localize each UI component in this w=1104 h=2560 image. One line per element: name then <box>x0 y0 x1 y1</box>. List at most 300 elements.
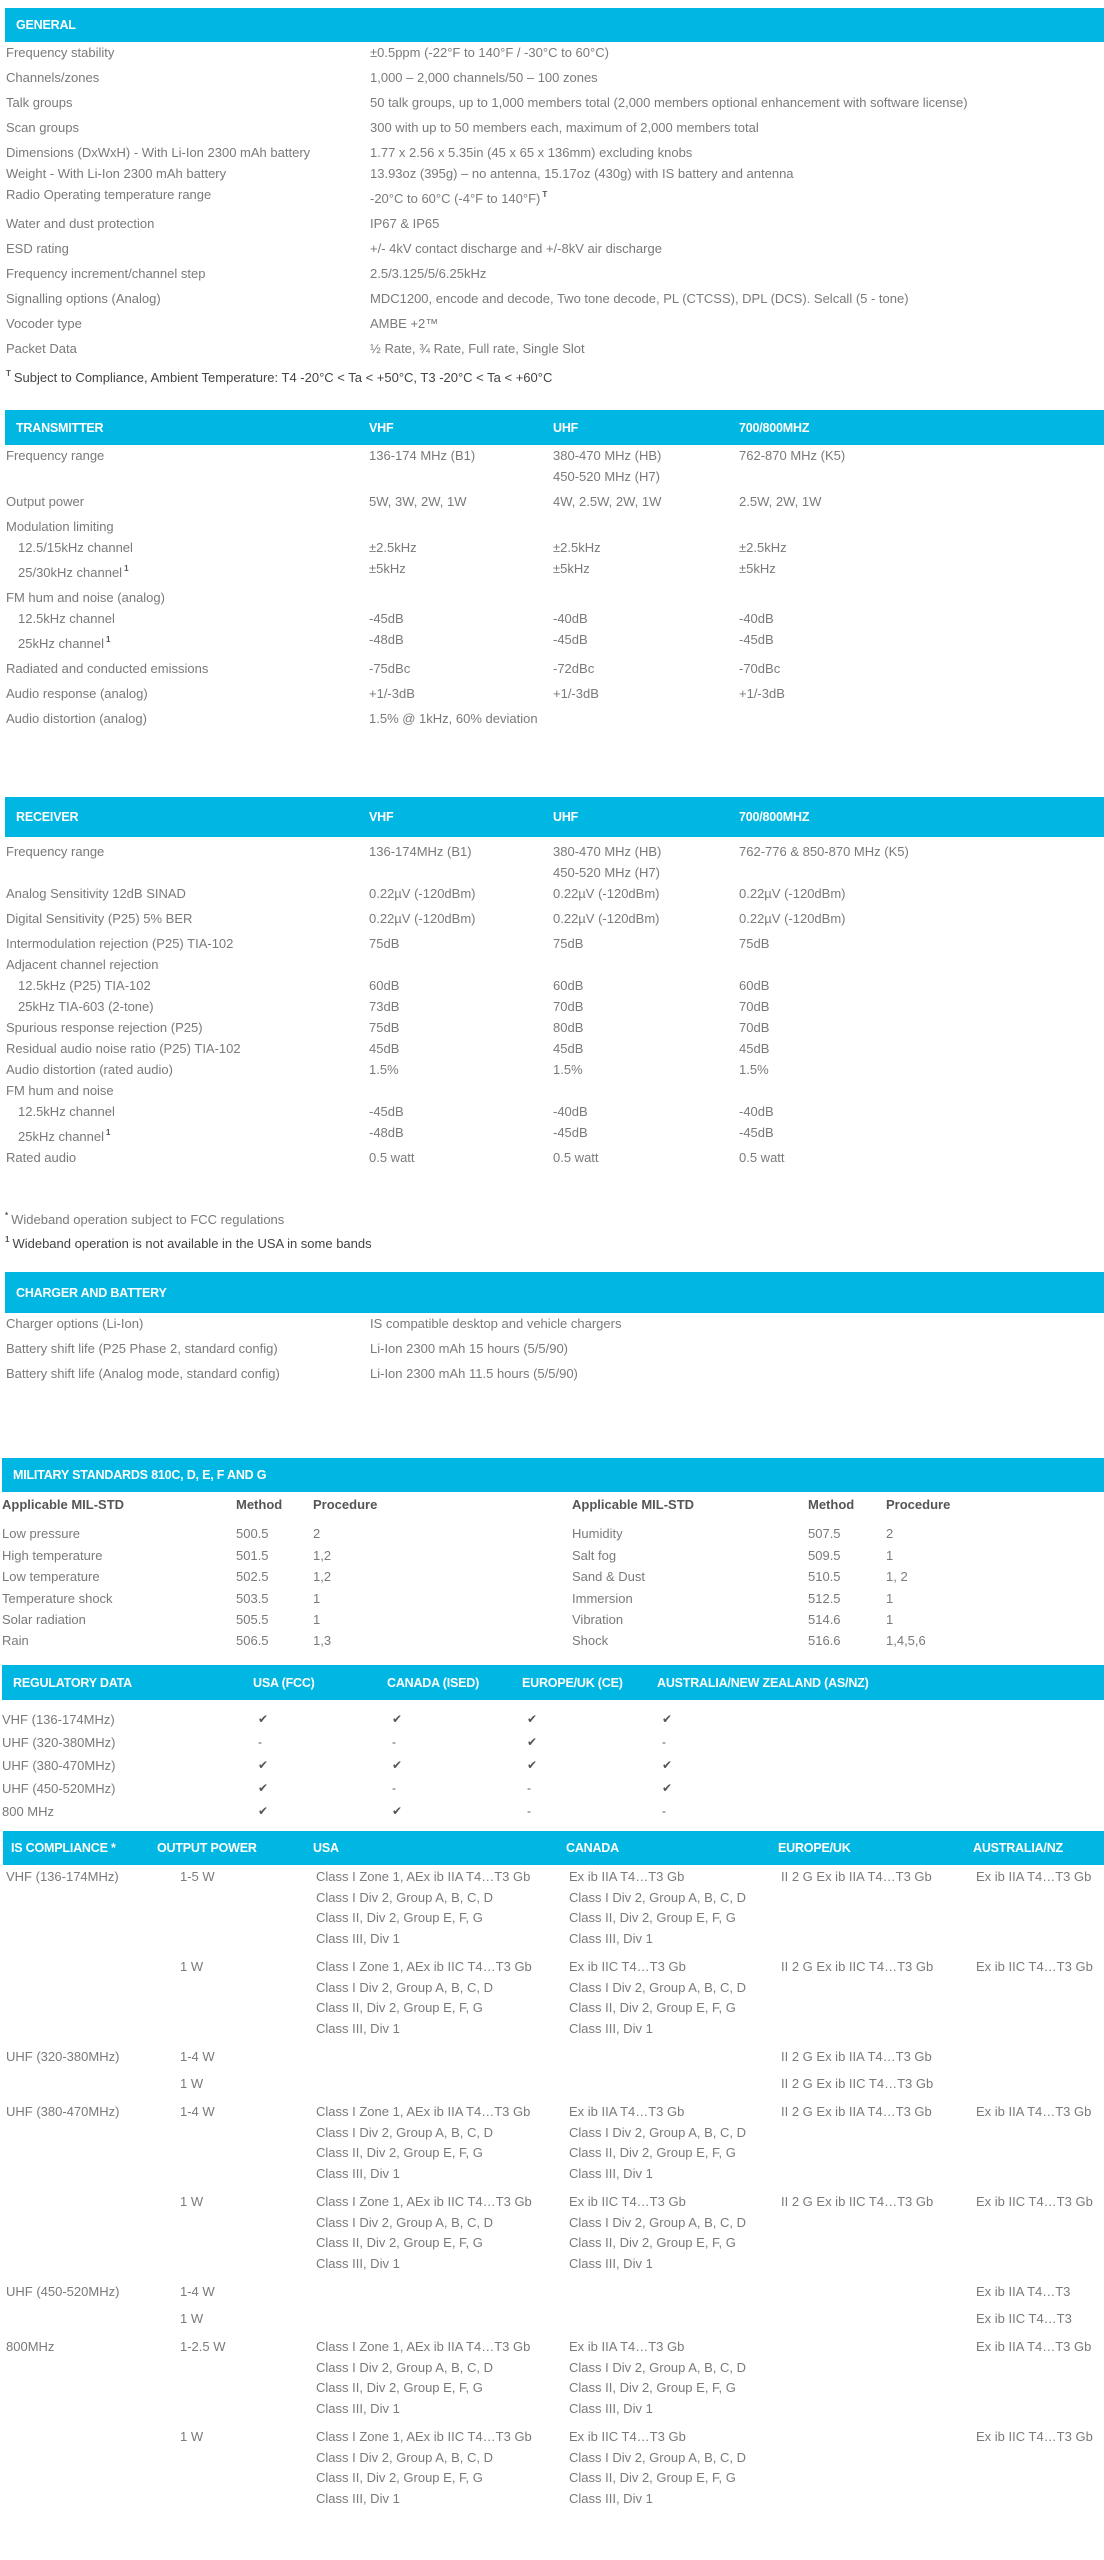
spec-row <box>5 184 1104 209</box>
spec-label <box>5 629 369 654</box>
spec-row <box>5 92 1104 113</box>
spec-value: 70dB <box>739 999 770 1014</box>
output-power: 1 W <box>180 2076 204 2092</box>
europe-rating <box>778 2192 973 2275</box>
spec-label: Digital Sensitivity (P25) 5% BER <box>6 911 193 926</box>
europe-rating-line: II 2 G Ex ib IIC T4…T3 Gb <box>781 1958 934 1974</box>
canada-rating-line: Ex ib IIA T4…T3 Gb <box>569 1869 685 1884</box>
check-icon: ✔ <box>662 1712 673 1726</box>
column-header: USA (FCC) <box>253 1675 315 1690</box>
mil-std-cell: 1,2 <box>313 1547 332 1563</box>
spec-row <box>5 1017 1104 1038</box>
mil-std-cell: 506.5 <box>236 1633 269 1649</box>
usa-rating-line: Class III, Div 1 <box>316 2401 400 2417</box>
usa-rating-line: Class I Zone 1, AEx ib IIC T4…T3 Gb <box>316 1958 532 1974</box>
check-icon: ✔ <box>258 1758 269 1772</box>
charger-battery-section <box>5 1272 1104 1388</box>
spec-value: -45dB <box>553 632 588 647</box>
spec-label-superscript: 1 <box>124 564 129 573</box>
mil-std-cell: 510.5 <box>808 1569 841 1585</box>
usa-rating-line: Class III, Div 1 <box>316 2020 400 2036</box>
mil-std-cell: Rain <box>2 1633 29 1649</box>
spec-label: Vocoder type <box>6 316 82 331</box>
canada-rating <box>566 2427 778 2510</box>
australia-rating <box>973 1957 1104 2040</box>
dash-icon: - <box>662 1735 666 1749</box>
canada-rating-line: Class III, Div 1 <box>569 2490 653 2506</box>
column-header: 700/800MHZ <box>739 420 810 435</box>
usa-rating-line: Class II, Div 2, Group E, F, G <box>316 2380 483 2396</box>
spec-value: -48dB <box>369 1125 404 1140</box>
canada-rating <box>566 2102 778 2185</box>
mil-std-cell: 503.5 <box>236 1590 269 1606</box>
canada-rating <box>566 1957 778 2040</box>
spec-label: Audio distortion (analog) <box>6 711 147 726</box>
spec-value <box>370 184 1104 209</box>
australia-rating-line: Ex ib IIC T4…T3 Gb <box>976 1958 1093 1974</box>
spec-label: 12.5kHz channel <box>18 1104 115 1119</box>
section-header <box>5 1272 1104 1313</box>
dash-icon: - <box>392 1781 396 1795</box>
spec-value: ±0.5ppm (-22°F to 140°F / -30°C to 60°C) <box>370 45 609 60</box>
spec-value: 75dB <box>553 936 584 951</box>
check-icon: ✔ <box>527 1758 538 1772</box>
band-label: VHF (136-174MHz) <box>6 1869 119 1884</box>
spec-value: 0.22µV (-120dBm) <box>739 886 846 901</box>
spec-value: -45dB <box>553 1125 588 1140</box>
regulatory-row <box>2 1800 1104 1823</box>
spec-label: Intermodulation rejection (P25) TIA-102 <box>6 936 234 951</box>
spec-row <box>5 163 1104 184</box>
spec-label: Packet Data <box>6 341 77 356</box>
spec-rows <box>5 1313 1104 1384</box>
spec-value: 1.77 x 2.56 x 5.35in (45 x 65 x 136mm) excluding knobs <box>370 145 693 160</box>
spec-row <box>5 933 1104 954</box>
spec-rows <box>5 42 1104 359</box>
section-header <box>2 1458 1104 1492</box>
spec-value-line: 450-520 MHz (H7) <box>553 469 660 484</box>
output-power: 1-4 W <box>180 2104 215 2120</box>
mil-std-cell: 1, 2 <box>886 1569 908 1585</box>
spec-label: Output power <box>6 494 85 509</box>
canada-rating-line: Ex ib IIC T4…T3 Gb <box>569 2428 686 2444</box>
mil-std-cell: 2 <box>313 1526 321 1542</box>
mil-std-cell: 1,3 <box>313 1633 332 1649</box>
column-header: AUSTRALIA/NEW ZEALAND (AS/NZ) <box>657 1675 869 1690</box>
spec-value: 1.5% <box>553 1062 583 1077</box>
spec-value-superscript: T <box>542 190 548 199</box>
usa-rating-line: Class II, Div 2, Group E, F, G <box>316 1910 483 1926</box>
section-title: REGULATORY DATA <box>13 1675 132 1690</box>
spec-value: 70dB <box>553 999 584 1014</box>
dash-icon: - <box>527 1781 531 1795</box>
mil-std-cell: 507.5 <box>808 1526 841 1542</box>
spec-value: 75dB <box>369 1020 400 1035</box>
regulatory-row <box>2 1754 1104 1777</box>
canada-rating <box>566 2074 778 2095</box>
canada-rating-line: Class II, Div 2, Group E, F, G <box>569 2145 736 2161</box>
spec-label: Scan groups <box>6 120 79 135</box>
spec-label: Battery shift life (P25 Phase 2, standard config) <box>6 1341 278 1356</box>
regulatory-data-section <box>2 1665 1104 1823</box>
australia-rating-line: Ex ib IIC T4…T3 Gb <box>976 2428 1093 2444</box>
mil-std-table <box>2 1494 1104 1652</box>
regulatory-row <box>2 1731 1104 1754</box>
output-power: 1 W <box>180 2193 204 2209</box>
usa-rating <box>313 1957 566 2040</box>
check-icon: ✔ <box>258 1804 269 1818</box>
is-compliance-row <box>3 2337 1104 2420</box>
band-label: UHF (450-520MHz) <box>2 1781 116 1796</box>
mil-std-cell: 516.6 <box>808 1633 841 1649</box>
spec-label: Audio distortion (rated audio) <box>6 1062 173 1077</box>
section-header <box>2 1665 1104 1700</box>
section-title: CHARGER AND BATTERY <box>16 1285 167 1300</box>
is-compliance-row <box>3 1867 1104 1950</box>
spec-value-line: 450-520 MHz (H7) <box>553 865 660 880</box>
spec-value: 5W, 3W, 2W, 1W <box>369 494 467 509</box>
spec-row <box>5 42 1104 63</box>
usa-rating-line: Class I Div 2, Group A, B, C, D <box>316 2449 493 2465</box>
canada-rating <box>566 2337 778 2420</box>
spec-row <box>5 1059 1104 1080</box>
band-label: UHF (320-380MHz) <box>6 2048 120 2064</box>
output-power: 1-2.5 W <box>180 2339 226 2355</box>
canada-rating-line: Class III, Div 1 <box>569 2255 653 2271</box>
spec-value: 0.22µV (-120dBm) <box>553 886 660 901</box>
canada-rating-line: Ex ib IIA T4…T3 Gb <box>569 2104 685 2120</box>
receiver-footnotes <box>5 1206 372 1254</box>
spec-label: Analog Sensitivity 12dB SINAD <box>6 886 186 901</box>
column-header-row <box>2 1494 1104 1515</box>
check-icon: ✔ <box>662 1781 673 1795</box>
spec-value: AMBE +2™ <box>370 316 439 331</box>
band-label <box>3 2309 157 2330</box>
footnote-text: Subject to Compliance, Ambient Temperature: T4 -20°C < Ta < +50°C, T3 -20°C < Ta < +60°C <box>13 370 553 385</box>
is-compliance-row <box>3 2102 1104 2185</box>
band-label <box>3 2192 157 2275</box>
is-compliance-row <box>3 1957 1104 2040</box>
australia-rating <box>973 2074 1104 2095</box>
australia-rating <box>973 2047 1104 2068</box>
usa-rating-line: Class II, Div 2, Group E, F, G <box>316 2235 483 2251</box>
is-compliance-row <box>3 2309 1104 2330</box>
europe-rating-line: II 2 G Ex ib IIA T4…T3 Gb <box>781 1869 932 1884</box>
spec-row <box>5 1080 1104 1101</box>
spec-label: 12.5kHz channel <box>18 611 115 626</box>
check-icon: ✔ <box>392 1804 403 1818</box>
canada-rating-line: Class I Div 2, Group A, B, C, D <box>569 1979 746 1995</box>
spec-row <box>5 996 1104 1017</box>
europe-rating-line: II 2 G Ex ib IIC T4…T3 Gb <box>781 2076 934 2092</box>
spec-value: 80dB <box>553 1020 584 1035</box>
transmitter-section <box>5 410 1104 733</box>
spec-label-superscript: 1 <box>106 1128 111 1137</box>
section-header <box>5 410 1104 445</box>
mil-std-cell: 1,4,5,6 <box>886 1633 926 1649</box>
footnote-mark: * <box>5 1211 9 1220</box>
mil-std-cell: Salt fog <box>572 1547 617 1563</box>
check-icon: ✔ <box>258 1712 269 1726</box>
section-title: GENERAL <box>16 18 76 32</box>
mil-std-row <box>2 1545 1104 1566</box>
spec-value: 60dB <box>369 978 400 993</box>
canada-rating-line: Class II, Div 2, Group E, F, G <box>569 2470 736 2486</box>
canada-rating-line: Class II, Div 2, Group E, F, G <box>569 2000 736 2016</box>
output-power: 1 W <box>180 1958 204 1974</box>
spec-value: Li-Ion 2300 mAh 15 hours (5/5/90) <box>370 1341 569 1356</box>
spec-row <box>5 288 1104 309</box>
spec-label: Battery shift life (Analog mode, standard config) <box>6 1366 280 1381</box>
spec-label: FM hum and noise (analog) <box>6 590 165 605</box>
spec-value: IP67 & IP65 <box>370 216 440 231</box>
is-compliance-row <box>3 2074 1104 2095</box>
spec-value: 13.93oz (395g) – no antenna, 15.17oz (430g) with IS battery and antenna <box>370 166 794 181</box>
mil-std-cell: 1 <box>313 1590 321 1606</box>
column-header: Applicable MIL-STD <box>572 1497 695 1512</box>
mil-std-row <box>2 1588 1104 1609</box>
spec-value: -40dB <box>739 611 774 626</box>
spec-label: 25kHz TIA-603 (2-tone) <box>18 999 154 1014</box>
band-label: UHF (450-520MHz) <box>6 2283 120 2299</box>
is-compliance-table <box>3 1867 1104 2510</box>
spec-value: MDC1200, encode and decode, Two tone decode, PL (CTCSS), DPL (DCS). Selcall (5 - tone) <box>370 291 909 306</box>
usa-rating <box>313 2047 566 2068</box>
mil-std-row <box>2 1630 1104 1651</box>
spec-value: 45dB <box>739 1041 770 1056</box>
australia-rating <box>973 2309 1104 2330</box>
output-power: 1-4 W <box>180 2048 215 2064</box>
usa-rating-line: Class I Zone 1, AEx ib IIA T4…T3 Gb <box>316 1869 531 1884</box>
spec-label: Frequency range <box>6 448 105 463</box>
australia-rating-line: Ex ib IIA T4…T3 Gb <box>976 2104 1092 2120</box>
spec-label: Talk groups <box>6 95 73 110</box>
spec-value: 2.5/3.125/5/6.25kHz <box>370 266 487 281</box>
regulatory-table <box>2 1708 1104 1823</box>
spec-label: Adjacent channel rejection <box>6 957 159 972</box>
spec-value: +1/-3dB <box>739 686 785 701</box>
spec-value: 0.22µV (-120dBm) <box>739 911 846 926</box>
australia-rating-line: Ex ib IIA T4…T3 <box>976 2283 1071 2299</box>
europe-rating <box>778 2282 973 2303</box>
canada-rating-line: Class III, Div 1 <box>569 1931 653 1947</box>
usa-rating-line: Class I Div 2, Group A, B, C, D <box>316 1889 493 1905</box>
receiver-section <box>5 797 1104 1168</box>
spec-value-line: 380-470 MHz (HB) <box>553 844 662 859</box>
output-power: 1-4 W <box>180 2283 215 2299</box>
mil-std-cell: 1 <box>313 1612 321 1628</box>
mil-std-cell: 514.6 <box>808 1612 841 1628</box>
column-header: Method <box>236 1497 283 1512</box>
usa-rating <box>313 2192 566 2275</box>
spec-value: +1/-3dB <box>369 686 415 701</box>
check-icon: ✔ <box>527 1712 538 1726</box>
spec-label: Weight - With Li-Ion 2300 mAh battery <box>6 166 227 181</box>
spec-row <box>5 238 1104 259</box>
canada-rating <box>566 2047 778 2068</box>
column-header: EUROPE/UK (CE) <box>522 1675 623 1690</box>
spec-value: +1/-3dB <box>553 686 599 701</box>
usa-rating <box>313 2074 566 2095</box>
usa-rating-line: Class I Zone 1, AEx ib IIC T4…T3 Gb <box>316 2193 532 2209</box>
spec-label-text: 25kHz channel <box>18 636 104 651</box>
spec-value: ±2.5kHz <box>739 540 787 555</box>
spec-value: 4W, 2.5W, 2W, 1W <box>553 494 662 509</box>
spec-row <box>5 1038 1104 1059</box>
column-header: UHF <box>553 420 579 435</box>
spec-value: Li-Ion 2300 mAh 11.5 hours (5/5/90) <box>370 1366 578 1381</box>
spec-value: 1.5% @ 1kHz, 60% deviation <box>369 711 538 726</box>
mil-std-row <box>2 1523 1104 1544</box>
spec-row <box>5 1363 1104 1384</box>
spec-label: Signalling options (Analog) <box>6 291 161 306</box>
mil-std-cell: Sand & Dust <box>572 1569 645 1585</box>
spec-label: Dimensions (DxWxH) - With Li-Ion 2300 mAh battery <box>6 145 311 160</box>
band-label <box>3 2074 157 2095</box>
spec-value: 50 talk groups, up to 1,000 members total (2,000 members optional enhancement with software license) <box>370 95 968 110</box>
spec-value: -40dB <box>739 1104 774 1119</box>
mil-std-cell: Solar radiation <box>2 1612 86 1628</box>
spec-value: 136-174MHz (B1) <box>369 844 472 859</box>
usa-rating-line: Class II, Div 2, Group E, F, G <box>316 2000 483 2016</box>
spec-value: 136-174 MHz (B1) <box>369 448 476 463</box>
footnote-mark: 1 <box>5 1235 10 1244</box>
europe-rating-line: II 2 G Ex ib IIC T4…T3 Gb <box>781 2193 934 2209</box>
spec-value: -45dB <box>739 1125 774 1140</box>
mil-std-cell: 1 <box>886 1590 894 1606</box>
spec-value: 45dB <box>369 1041 400 1056</box>
spec-label: Residual audio noise ratio (P25) TIA-102 <box>6 1041 241 1056</box>
footnote <box>5 1206 372 1230</box>
usa-rating-line: Class III, Div 1 <box>316 1931 400 1947</box>
spec-row <box>5 1122 1104 1147</box>
spec-value: 0.22µV (-120dBm) <box>369 911 476 926</box>
spec-value: -40dB <box>553 1104 588 1119</box>
band-label: VHF (136-174MHz) <box>2 1712 115 1727</box>
section-title: IS COMPLIANCE * <box>11 1841 116 1855</box>
mil-std-cell: 512.5 <box>808 1590 841 1606</box>
spec-label: Channels/zones <box>6 70 100 85</box>
section-title: MILITARY STANDARDS 810C, D, E, F AND G <box>13 1468 267 1482</box>
footnote-text: Wideband operation is not available in the USA in some bands <box>12 1236 372 1251</box>
spec-label: Spurious response rejection (P25) <box>6 1020 203 1035</box>
is-compliance-section <box>3 1831 1104 2517</box>
spec-value: -75dBc <box>369 661 411 676</box>
europe-rating <box>778 2427 973 2510</box>
band-label: 800 MHz <box>2 1804 55 1819</box>
spec-value: -72dBc <box>553 661 595 676</box>
band-label <box>3 2427 157 2510</box>
australia-rating-line: Ex ib IIC T4…T3 <box>976 2311 1072 2327</box>
usa-rating-line: Class I Zone 1, AEx ib IIC T4…T3 Gb <box>316 2428 532 2444</box>
spec-row <box>5 683 1104 704</box>
check-icon: ✔ <box>527 1735 538 1749</box>
check-icon: ✔ <box>392 1712 403 1726</box>
usa-rating-line: Class I Zone 1, AEx ib IIA T4…T3 Gb <box>316 2339 531 2355</box>
canada-rating-line: Ex ib IIC T4…T3 Gb <box>569 2193 686 2209</box>
column-header: Procedure <box>313 1497 378 1512</box>
canada-rating <box>566 2309 778 2330</box>
spec-label <box>5 558 369 583</box>
spec-label: ESD rating <box>6 241 69 256</box>
spec-value: -48dB <box>369 632 404 647</box>
spec-row <box>5 213 1104 234</box>
europe-rating <box>778 2102 973 2185</box>
usa-rating-line: Class I Div 2, Group A, B, C, D <box>316 1979 493 1995</box>
column-header: VHF <box>369 810 394 824</box>
spec-row <box>5 1338 1104 1359</box>
column-header: OUTPUT POWER <box>157 1841 257 1855</box>
spec-value: 73dB <box>369 999 400 1014</box>
column-header: Applicable MIL-STD <box>2 1497 125 1512</box>
australia-rating <box>973 2427 1104 2510</box>
spec-label-text: 25kHz channel <box>18 1129 104 1144</box>
spec-value: 0.22µV (-120dBm) <box>553 911 660 926</box>
spec-row <box>5 608 1104 629</box>
column-header: 700/800MHZ <box>739 810 810 824</box>
spec-row <box>5 883 1104 904</box>
spec-value: 75dB <box>739 936 770 951</box>
spec-label: Water and dust protection <box>6 216 155 231</box>
band-label <box>3 1957 157 2040</box>
general-specs-section <box>5 8 1104 388</box>
footnote-text: Wideband operation subject to FCC regulations <box>11 1212 285 1227</box>
usa-rating-line: Class II, Div 2, Group E, F, G <box>316 2470 483 2486</box>
spec-value: 0.5 watt <box>739 1150 785 1165</box>
mil-std-cell: 1 <box>886 1547 894 1563</box>
spec-label: Rated audio <box>6 1150 77 1165</box>
spec-value: -45dB <box>739 632 774 647</box>
mil-std-cell: Low temperature <box>2 1569 100 1585</box>
spec-row <box>5 658 1104 679</box>
dash-icon: - <box>527 1804 531 1818</box>
usa-rating <box>313 2427 566 2510</box>
spec-row <box>5 537 1104 558</box>
usa-rating-line: Class III, Div 1 <box>316 2490 400 2506</box>
spec-value: 762-870 MHz (K5) <box>739 448 846 463</box>
section-title: TRANSMITTER <box>16 420 104 435</box>
spec-label-superscript: 1 <box>106 635 111 644</box>
canada-rating <box>566 2192 778 2275</box>
footnote <box>5 1230 372 1254</box>
canada-rating-line: Class II, Div 2, Group E, F, G <box>569 1910 736 1926</box>
spec-label: 12.5kHz (P25) TIA-102 <box>18 978 151 993</box>
output-power: 1-5 W <box>180 1869 215 1884</box>
spec-row <box>5 1313 1104 1334</box>
mil-std-cell: 505.5 <box>236 1612 269 1628</box>
column-header: USA <box>313 1841 339 1855</box>
column-header: Procedure <box>886 1497 951 1512</box>
usa-rating <box>313 2102 566 2185</box>
check-icon: ✔ <box>258 1781 269 1795</box>
spec-row <box>5 1147 1104 1168</box>
europe-rating-line: II 2 G Ex ib IIA T4…T3 Gb <box>781 2104 932 2120</box>
canada-rating <box>566 2282 778 2303</box>
canada-rating-line: Ex ib IIA T4…T3 Gb <box>569 2339 685 2355</box>
mil-std-cell: 502.5 <box>236 1569 269 1585</box>
spec-value: ±5kHz <box>739 561 776 576</box>
spec-value: +/- 4kV contact discharge and +/-8kV air discharge <box>370 241 662 256</box>
spec-row <box>5 516 1104 537</box>
spec-row <box>5 629 1104 654</box>
australia-rating <box>973 1867 1104 1950</box>
europe-rating <box>778 1867 973 1950</box>
spec-value: 762-776 & 850-870 MHz (K5) <box>739 844 909 859</box>
military-standards-section <box>2 1458 1104 1652</box>
canada-rating-line: Class I Div 2, Group A, B, C, D <box>569 2449 746 2465</box>
usa-rating-line: Class III, Div 1 <box>316 2166 400 2182</box>
spec-label: Charger options (Li-Ion) <box>6 1316 144 1331</box>
